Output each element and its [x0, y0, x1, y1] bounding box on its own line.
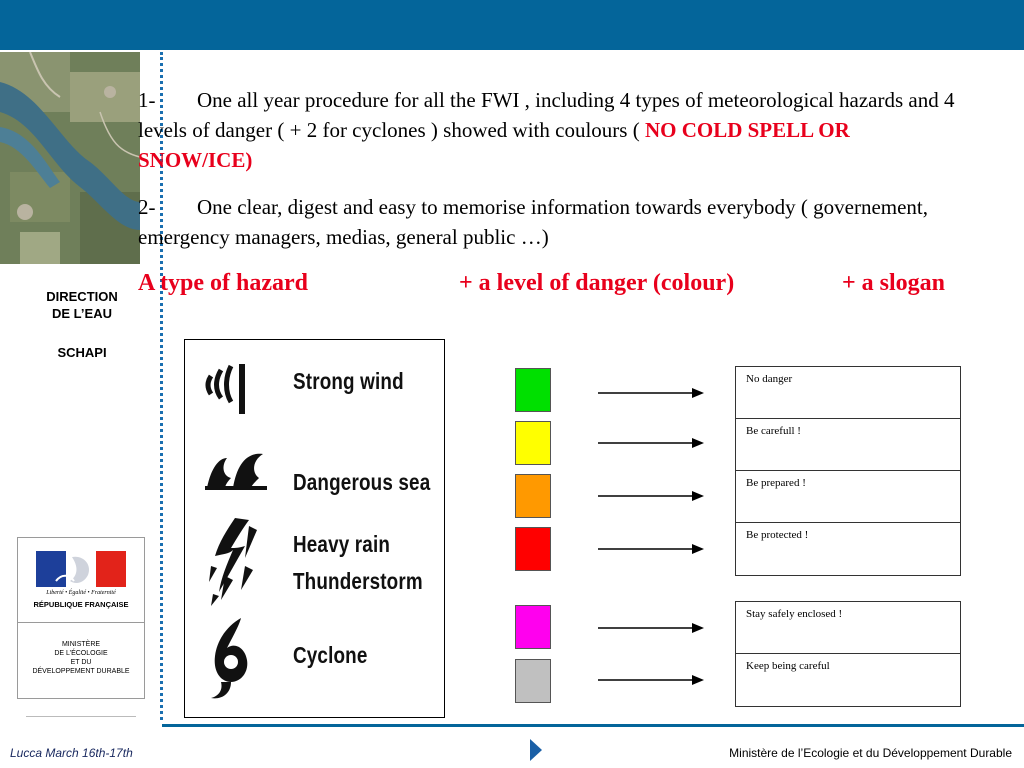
direction-label-line2: DE L’EAU: [52, 306, 112, 321]
ministere-line: DE L’ÉCOLOGIE: [54, 650, 108, 657]
marianne-flag-icon: [36, 551, 126, 587]
footer-event-date: Lucca March 16th-17th: [10, 746, 133, 760]
point-2-number: 2-: [138, 195, 156, 219]
hazard-label: Heavy rain: [293, 531, 391, 557]
hazard-label: Strong wind: [293, 368, 404, 394]
point-2: [138, 192, 968, 252]
point-1-number: 1-: [138, 88, 156, 112]
ministry-logo: [17, 537, 145, 699]
arrow-right-icon: [598, 437, 704, 449]
wind-icon: [205, 358, 257, 416]
point-1-highlight: NO COLD SPELL OR SNOW/ICE): [138, 118, 850, 172]
hazard-label: Cyclone: [293, 642, 368, 668]
slogan-table-main: [735, 366, 961, 576]
slogan-cell: Be prepared !: [736, 471, 960, 523]
slogan-cell: Be protected !: [746, 529, 809, 541]
arrow-right-icon: [598, 622, 704, 634]
arrow-right-icon: [598, 543, 704, 555]
hazard-types-panel: [184, 339, 445, 718]
point-2-text: One clear, digest and easy to memorise information towards everybody ( governement, emergency managers, medias, general public …): [138, 195, 929, 249]
header-hazard: A type of hazard: [138, 270, 308, 296]
slogan-cell: Keep being careful: [746, 660, 830, 672]
top-banner: [0, 0, 1024, 50]
slogan-cell: Be carefull !: [736, 419, 960, 471]
slogan-cell: No danger: [736, 367, 960, 419]
level-color-orange: [515, 474, 551, 518]
footer-rule: [162, 724, 1024, 727]
ministere-line: DÉVELOPPEMENT DURABLE: [32, 668, 130, 675]
point-1: [138, 85, 968, 175]
footer-ministry: Ministère de l’Ecologie et du Développement Durable: [729, 746, 1012, 760]
arrow-right-icon: [598, 674, 704, 686]
slogan-table-cyclone: [735, 601, 961, 707]
header-slogan: + a slogan: [842, 270, 946, 296]
republique-francaise-label: RÉPUBLIQUE FRANÇAISE: [33, 600, 129, 609]
arrow-right-icon: [598, 490, 704, 502]
ministere-label: [18, 640, 144, 676]
republique-logo: [18, 538, 144, 623]
sidebar-separator: [26, 716, 136, 717]
aerial-river-image: [0, 52, 140, 264]
republic-motto: Liberté • Égalité • Fraternité: [46, 590, 116, 596]
level-color-magenta: [515, 605, 551, 649]
hazard-label: Thunderstorm: [293, 568, 423, 594]
next-slide-icon[interactable]: [530, 739, 542, 761]
arrow-right-icon: [598, 387, 704, 399]
level-color-red: [515, 527, 551, 571]
ministere-line: ET DU: [70, 659, 92, 666]
direction-label-line1: DIRECTION: [46, 289, 118, 304]
slogan-cell: Stay safely enclosed !: [736, 602, 960, 654]
level-color-green: [515, 368, 551, 412]
cyclone-icon: [207, 616, 255, 700]
point-1-text: One all year procedure for all the FWI , including 4 types of meteorological hazards and 4 levels of danger ( + 2 for cyclones ) showed with coulours (: [138, 88, 955, 142]
rain-thunder-icon: [205, 516, 265, 608]
level-color-grey: [515, 659, 551, 703]
schapi-label: SCHAPI: [57, 345, 107, 360]
level-color-yellow: [515, 421, 551, 465]
hazard-label: Dangerous sea: [293, 469, 431, 495]
wave-icon: [205, 448, 267, 490]
ministere-line: MINISTÈRE: [61, 641, 101, 648]
header-level: + a level of danger (colour): [459, 270, 735, 296]
